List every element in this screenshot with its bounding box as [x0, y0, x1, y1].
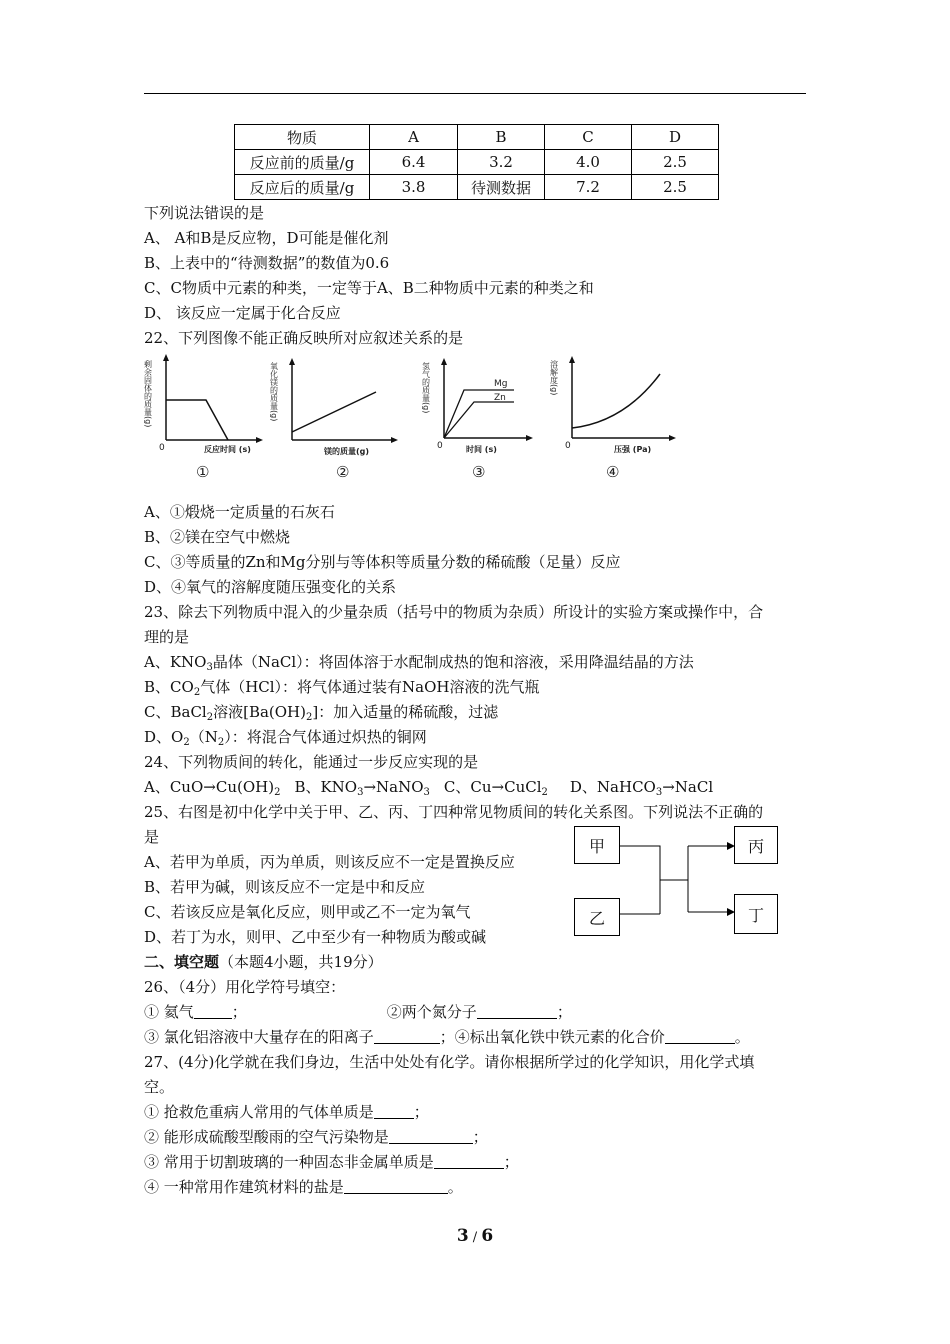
answer-blank[interactable] — [194, 1004, 232, 1019]
graph-1-number: ① — [196, 463, 210, 481]
answer-blank[interactable] — [434, 1154, 504, 1169]
text: （N — [189, 728, 218, 746]
text: ④ 一种常用作建筑材料的盐是 — [144, 1178, 344, 1196]
table-cell: 待测数据 — [458, 175, 545, 200]
text: ； — [413, 1103, 429, 1121]
text: D、O — [144, 728, 184, 746]
q26-stem: 26、（4分）用化学符号填空： — [144, 978, 346, 996]
answer-blank[interactable] — [374, 1104, 414, 1119]
text: →NaCl — [662, 778, 714, 796]
q24-options — [144, 777, 713, 797]
table-cell: 6.4 — [370, 150, 458, 175]
text: ；④标出氧化铁中铁元素的化合价 — [439, 1028, 665, 1046]
page-number — [0, 1226, 950, 1246]
graph-3-series-mg: Mg — [494, 379, 508, 389]
graph-1-xlabel: 反应时间 (s) — [204, 445, 251, 454]
table-header-cell: 物质 — [235, 125, 370, 150]
section-2-note: （本题4小题，共19分） — [219, 953, 383, 971]
table-cell: 反应后的质量/g — [235, 175, 370, 200]
answer-blank[interactable] — [389, 1129, 473, 1144]
q25-stem-line2: 是 — [144, 828, 160, 846]
q24-option-a: A、CuO→Cu(OH) — [144, 778, 275, 796]
graph-4-number: ④ — [606, 463, 620, 481]
q21-option-b: B、上表中的“待测数据”的数值为0.6 — [144, 254, 390, 272]
q25-option-b: B、若甲为碱，则该反应不一定是中和反应 — [144, 878, 426, 896]
table-header-cell: B — [458, 125, 545, 150]
graph-1 — [144, 354, 263, 481]
text: A、KNO — [144, 653, 207, 671]
graph-2-ylabel: 氧化镁的质量(g) — [269, 362, 279, 422]
text: ① 抢救危重病人常用的气体单质是 — [144, 1103, 374, 1121]
text: ③ 常用于切割玻璃的一种固态非金属单质是 — [144, 1153, 434, 1171]
text: B、CO — [144, 678, 194, 696]
q22-graphs — [144, 350, 684, 485]
table-cell: 7.2 — [545, 175, 632, 200]
text: 气体（HCl）：将气体通过装有NaOH溶液的洗气瓶 — [200, 678, 540, 696]
subscript: 2 — [306, 712, 313, 723]
header-rule — [144, 93, 806, 94]
graph-3-number: ③ — [472, 463, 486, 481]
box-bing: 丙 — [734, 826, 778, 864]
text: ]：加入适量的稀硫酸，过滤 — [312, 703, 499, 721]
graph-2-number: ② — [336, 463, 350, 481]
graph-4-ylabel: 溶解度(g) — [549, 360, 559, 396]
text: ； — [503, 1153, 519, 1171]
subscript: 3 — [655, 787, 663, 798]
q23-option-c — [144, 702, 498, 722]
text: ② 能形成硫酸型酸雨的空气污染物是 — [144, 1128, 389, 1146]
subscript: 2 — [206, 712, 214, 723]
current-page: 3 — [456, 1226, 469, 1246]
table-header-cell: C — [545, 125, 632, 150]
q27-stem-line1: 27、(4分)化学就在我们身边，生活中处处有化学。请你根据所学过的化学知识，用化学式填 — [144, 1053, 755, 1071]
q23-stem-line1: 23、除去下列物质中混入的少量杂质（括号中的物质为杂质）所设计的实验方案或操作中，合 — [144, 603, 764, 621]
q23-option-b — [144, 677, 540, 697]
q23-option-a — [144, 652, 694, 672]
graph-4-xlabel: 压强 (Pa) — [614, 445, 652, 454]
text: 。 — [447, 1178, 463, 1196]
graph-3 — [422, 358, 534, 481]
graph-4-origin: 0 — [565, 441, 571, 451]
table-cell: 3.2 — [458, 150, 545, 175]
text: ）：将混合气体通过炽热的铜网 — [224, 728, 427, 746]
q22-option-c: C、③等质量的Zn和Mg分别与等体积等质量分数的稀硫酸（足量）反应 — [144, 553, 621, 571]
table-row — [235, 175, 719, 200]
q24-option-d: D、NaHCO — [569, 778, 656, 796]
q25-option-d: D、若丁为水，则甲、乙中至少有一种物质为酸或碱 — [144, 928, 487, 946]
page-separator: / — [468, 1230, 482, 1245]
table-row — [235, 150, 719, 175]
text: 晶体（NaCl）：将固体溶于水配制成热的饱和溶液，采用降温结晶的方法 — [212, 653, 694, 671]
graph-3-series-zn: Zn — [494, 393, 506, 403]
q25-stem-line1: 25、右图是初中化学中关于甲、乙、丙、丁四种常见物质间的转化关系图。下列说法不正确的 — [144, 803, 764, 821]
section-2-heading — [144, 952, 383, 972]
subscript: 2 — [193, 687, 201, 698]
q24-stem: 24、下列物质间的转化，能通过一步反应实现的是 — [144, 753, 479, 771]
text: ； — [231, 1003, 247, 1021]
answer-blank[interactable] — [477, 1004, 557, 1019]
table-cell: 反应前的质量/g — [235, 150, 370, 175]
answer-blank[interactable] — [344, 1179, 448, 1194]
q21-option-d: D、 该反应一定属于化合反应 — [144, 304, 341, 322]
text: ； — [472, 1128, 488, 1146]
box-ding: 丁 — [734, 894, 778, 934]
table-cell: 2.5 — [632, 175, 719, 200]
text: ① 氦气 — [144, 1003, 194, 1021]
table-cell: 2.5 — [632, 150, 719, 175]
q26-line2 — [144, 1027, 750, 1047]
table-cell: 3.8 — [370, 175, 458, 200]
answer-blank[interactable] — [374, 1029, 440, 1044]
table-header-cell: D — [632, 125, 719, 150]
q22-stem: 22、下列图像不能正确反映所对应叙述关系的是 — [144, 329, 464, 347]
text: 溶液[Ba(OH) — [213, 703, 306, 721]
text: ②两个氮分子 — [386, 1003, 477, 1021]
q22-option-b: B、②镁在空气中燃烧 — [144, 528, 291, 546]
subscript: 2 — [274, 787, 281, 798]
q23-option-d — [144, 727, 427, 747]
q25-option-a: A、若甲为单质，丙为单质，则该反应不一定是置换反应 — [144, 853, 515, 871]
q27-item-4 — [144, 1177, 463, 1197]
graph-2 — [270, 358, 399, 481]
subscript: 2 — [217, 737, 225, 748]
q25-option-c: C、若该反应是氧化反应，则甲或乙不一定为氧气 — [144, 903, 471, 921]
subscript: 2 — [541, 787, 548, 798]
text: 。 — [734, 1028, 750, 1046]
graph-3-origin: 0 — [437, 441, 443, 451]
graph-1-ylabel: 剩余固体的质量(g) — [144, 360, 153, 428]
subscript: 2 — [183, 737, 190, 748]
section-2-title: 二、填空题 — [144, 953, 220, 971]
box-yi: 乙 — [574, 898, 620, 936]
subscript: 3 — [423, 787, 430, 798]
total-pages: 6 — [481, 1226, 494, 1246]
text: →NaNO — [363, 778, 424, 796]
mass-table — [234, 124, 719, 200]
q27-stem-line2: 空。 — [144, 1078, 175, 1096]
q21-option-c: C、C物质中元素的种类，一定等于A、B二种物质中元素的种类之和 — [144, 279, 594, 297]
q23-stem-line2: 理的是 — [144, 628, 190, 646]
q22-option-a: A、①煅烧一定质量的石灰石 — [144, 503, 335, 521]
graph-2-xlabel: 镁的质量(g) — [324, 447, 370, 456]
subscript: 3 — [357, 787, 364, 798]
text: C、BaCl — [144, 703, 207, 721]
q26-line1 — [144, 1002, 572, 1022]
answer-blank[interactable] — [665, 1029, 735, 1044]
box-jia: 甲 — [574, 826, 620, 864]
subscript: 3 — [206, 662, 213, 673]
q21-stem: 下列说法错误的是 — [144, 204, 265, 222]
q22-option-d: D、④氧气的溶解度随压强变化的关系 — [144, 578, 397, 596]
table-cell: 4.0 — [545, 150, 632, 175]
q27-item-2 — [144, 1127, 488, 1147]
q24-option-b: B、KNO — [294, 778, 358, 796]
graph-3-ylabel: 氢气的质量(g) — [421, 362, 431, 414]
q21-option-a: A、 A和B是反应物，D可能是催化剂 — [144, 229, 389, 247]
text: ； — [556, 1003, 572, 1021]
q27-item-1 — [144, 1102, 429, 1122]
table-header-row — [235, 125, 719, 150]
graph-1-origin: 0 — [159, 443, 165, 453]
q24-option-c: C、Cu→CuCl — [443, 778, 542, 796]
text: ③ 氯化铝溶液中大量存在的阳离子 — [144, 1028, 374, 1046]
graph-4 — [550, 356, 677, 481]
table-header-cell: A — [370, 125, 458, 150]
q27-item-3 — [144, 1152, 519, 1172]
graph-3-xlabel: 时间 (s) — [466, 445, 497, 454]
